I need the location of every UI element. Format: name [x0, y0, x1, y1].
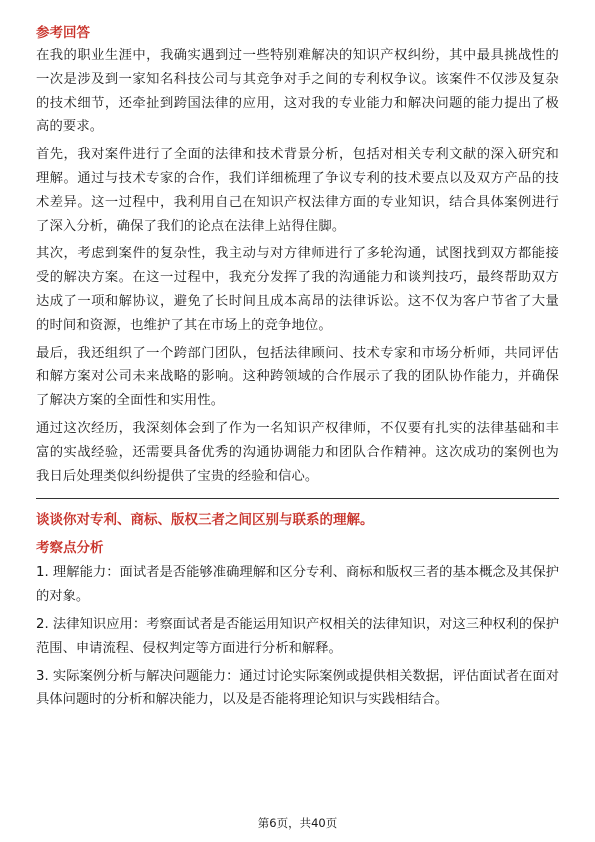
document-page	[36, 22, 559, 716]
analysis-heading: 考察点分析	[36, 540, 104, 557]
analysis-item-1: 1. 理解能力：面试者是否能够准确理解和区分专利、商标和版权三者的基本概念及其保护的对象。	[36, 565, 559, 605]
page-number: 第6页，共40页	[257, 816, 338, 830]
answer-paragraph-1: 在我的职业生涯中，我确实遇到过一些特别难解决的知识产权纠纷，其中最具挑战性的一次是涉及到一家知名科技公司与其竞争对手之间的专利权争议。该案件不仅涉及复杂的技术细节，还牵扯到跨国法律的应用，这对我的专业能力和解决问题的能力提出了极高的要求。	[36, 48, 559, 135]
reference-answer-heading: 参考回答	[36, 25, 90, 41]
answer-paragraph-3: 其次，考虑到案件的复杂性，我主动与对方律师进行了多轮沟通，试图找到双方都能接受的解决方案。在这一过程中，我充分发挥了我的沟通能力和谈判技巧，最终帮助双方达成了一项和解协议，避免了长时间且成本高昂的法律诉讼。这不仅为客户节省了大量的时间和资源，也维护了其在市场上的竞争地位。	[36, 246, 559, 333]
section-divider	[36, 498, 559, 499]
analysis-item-2: 2. 法律知识应用：考察面试者是否能运用知识产权相关的法律知识，对这三种权利的保护范围、申请流程、侵权判定等方面进行分析和解释。	[36, 616, 559, 656]
answer-paragraph-5: 通过这次经历，我深刻体会到了作为一名知识产权律师，不仅要有扎实的法律基础和丰富的实战经验，还需要具备优秀的沟通协调能力和团队合作精神。这次成功的案例也为我日后处理类似纠纷提供了宝贵的经验和信心。	[36, 420, 559, 484]
interview-question: 谈谈你对专利、商标、版权三者之间区别与联系的理解。	[36, 512, 374, 529]
analysis-item-3: 3. 实际案例分析与解决问题能力：通过讨论实际案例或提供相关数据，评估面试者在面对具体问题时的分析和解决能力，以及是否能将理论知识与实践相结合。	[36, 668, 559, 708]
answer-paragraph-2: 首先，我对案件进行了全面的法律和技术背景分析，包括对相关专利文献的深入研究和理解。通过与技术专家的合作，我们详细梳理了争议专利的技术要点以及双方产品的技术差异。这一过程中，我利用自己在知识产权法律方面的专业知识，结合具体案例进行了深入分析，确保了我们的论点在法律上站得住脚。	[36, 147, 559, 234]
answer-paragraph-4: 最后，我还组织了一个跨部门团队，包括法律顾问、技术专家和市场分析师，共同评估和解方案对公司未来战略的影响。这种跨领域的合作展示了我的团队协作能力，并确保了解决方案的全面性和实用性。	[36, 345, 559, 409]
